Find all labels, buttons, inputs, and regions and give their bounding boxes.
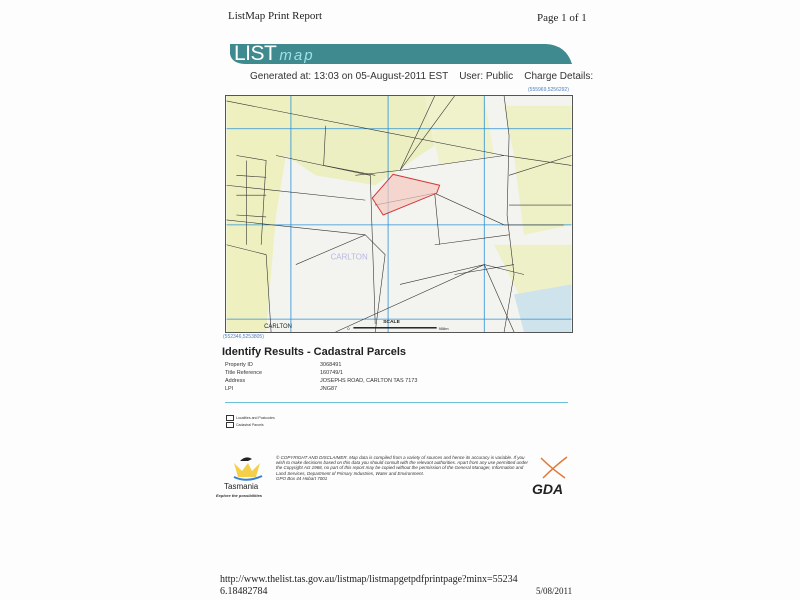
map-coord-bottom-left: (552346,5253805): [223, 334, 264, 340]
row-value: JNG87: [320, 386, 338, 392]
disclaimer-text: © COPYRIGHT AND DISCLAIMER. Map data is compiled from a variety of sources and hence its accuracy is variable. If you wish to make decisions based on this data you should consult with the relevant authorities. Apart from any use permitted under the Copyright Act 1968, no part of this report may be copied without the permission of the General Manager, Information and Land Services, Department of Primary Industries, Water and Environment.: [276, 455, 528, 476]
row-label: Address: [225, 378, 246, 384]
legend-label: Localities and Postcodes: [236, 416, 275, 420]
generated-info: Generated at: 13:03 on 05-August-2011 EST User: Public Charge Details:: [250, 71, 594, 82]
postal-address: GPO Box 44 Hobart 7001: [276, 475, 328, 481]
gda-logo-icon: [537, 455, 571, 481]
map-place-label: CARLTON: [330, 252, 368, 262]
identify-results-title: Identify Results - Cadastral Parcels: [222, 346, 407, 358]
divider: [225, 402, 568, 403]
page-url[interactable]: http://www.thelist.tas.gov.au/listmap/listmapgetpdfprintpage?minx=552346.18482784: [220, 574, 518, 597]
listmap-logo: LIST map: [234, 42, 315, 65]
disclaimer: [276, 455, 530, 481]
tasmania-tagline: Explore the possibilities: [216, 493, 263, 498]
row-label: LPI: [225, 386, 234, 392]
row-value: 3068491: [320, 362, 342, 368]
row-value: JOSEPHS ROAD, CARLTON TAS 7173: [320, 378, 418, 384]
print-date: 5/08/2011: [536, 586, 573, 596]
row-label: Title Reference: [225, 370, 263, 376]
scale-end: 906m: [438, 326, 449, 332]
report-title: ListMap Print Report: [228, 10, 323, 22]
legend-swatch: [226, 422, 234, 428]
page-number: Page 1 of 1: [537, 12, 587, 24]
scale-start: 0: [347, 326, 350, 332]
gda-logo-text: GDA: [532, 481, 564, 497]
scale-bar: [353, 327, 436, 328]
row-label: Property ID: [225, 362, 253, 368]
legend-label: Cadastral Parcels: [236, 423, 264, 427]
tasmania-name: Tasmania: [224, 482, 259, 491]
legend-swatch: [226, 415, 234, 421]
tasmania-logo: [222, 455, 272, 483]
cadastral-map[interactable]: [225, 95, 573, 333]
row-value: 160749/1: [320, 370, 343, 376]
map-place-label-2: CARLTON: [264, 324, 292, 331]
scale-label: SCALE: [383, 320, 400, 326]
map-coord-top-right: (555969,5256292): [528, 87, 569, 93]
